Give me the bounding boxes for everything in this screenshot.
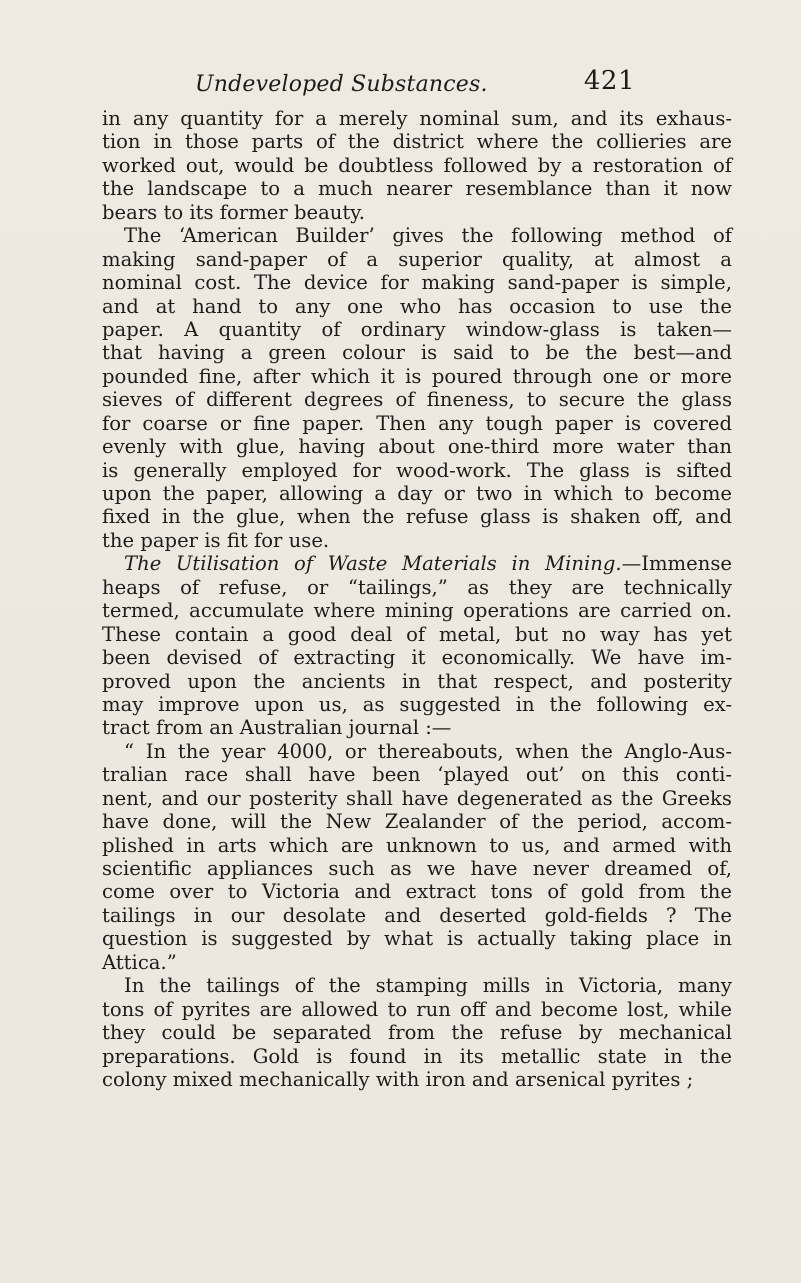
text-line: [102, 552, 732, 575]
italic-heading: The Utilisation of Waste Materials in Mining.: [124, 552, 622, 576]
line-text: the landscape to a much nearer resemblance than it now: [102, 177, 732, 201]
text-line: [102, 998, 732, 1021]
text-line: [102, 787, 732, 810]
line-text: nent, and our posterity shall have degenerated as the Greeks: [102, 786, 732, 810]
text-line: [102, 529, 732, 552]
line-text: nominal cost. The device for making sand-paper is simple,: [102, 271, 732, 295]
text-line: [102, 130, 732, 153]
line-text: sieves of different degrees of fineness, to secure the glass: [102, 388, 732, 412]
text-line: [102, 763, 732, 786]
line-text: termed, accumulate where mining operations are carried on.: [102, 599, 732, 623]
text-line: [102, 834, 732, 857]
line-text: These contain a good deal of metal, but no way has yet: [102, 622, 732, 646]
text-line: [102, 154, 732, 177]
text-line: [102, 435, 732, 458]
text-line: [102, 716, 732, 739]
text-line: [102, 880, 732, 903]
text-line: [102, 365, 732, 388]
line-text: is generally employed for wood-work. The glass is sifted: [102, 458, 732, 482]
text-line: [102, 857, 732, 880]
text-line: [102, 1021, 732, 1044]
text-line: [102, 318, 732, 341]
text-line: [102, 295, 732, 318]
text-line: [102, 177, 732, 200]
text-line: [102, 341, 732, 364]
text-line: [102, 810, 732, 833]
line-text: tailings in our desolate and deserted gold-fields ? The: [102, 903, 732, 927]
line-text: tract from an Australian journal :—: [102, 716, 452, 740]
text-line: [102, 693, 732, 716]
line-text: they could be separated from the refuse by mechanical: [102, 1021, 732, 1045]
line-text: been devised of extracting it economically. We have im-: [102, 646, 732, 670]
running-title: Undeveloped Substances.: [195, 72, 488, 97]
text-line: [102, 271, 732, 294]
line-text: Attica.”: [102, 950, 177, 974]
line-text: the paper is fit for use.: [102, 528, 330, 552]
line-text: making sand-paper of a superior quality, at almost a: [102, 247, 732, 271]
line-text: colony mixed mechanically with iron and arsenical pyrites ;: [102, 1067, 694, 1091]
text-line: [102, 224, 732, 247]
text-line: [102, 646, 732, 669]
line-text: that having a green colour is said to be the best—and: [102, 341, 732, 365]
line-text: tralian race shall have been ‘played out’ on this conti-: [102, 763, 732, 787]
text-line: [102, 927, 732, 950]
line-text: tons of pyrites are allowed to run off and become lost, while: [102, 997, 732, 1021]
text-line: [102, 388, 732, 411]
text-line: [102, 623, 732, 646]
text-line: [102, 412, 732, 435]
line-text: bears to its former beauty.: [102, 200, 365, 224]
line-text: may improve upon us, as suggested in the following ex-: [102, 692, 732, 716]
line-text: proved upon the ancients in that respect, and posterity: [102, 669, 732, 693]
text-line: [102, 1068, 732, 1091]
text-line: [102, 904, 732, 927]
text-line: [102, 459, 732, 482]
running-head: [195, 66, 635, 106]
line-text: preparations. Gold is found in its metallic state in the: [102, 1044, 732, 1068]
text-line: [102, 1045, 732, 1068]
page-number: 421: [583, 66, 635, 96]
line-text: scientific appliances such as we have never dreamed of,: [102, 857, 732, 880]
line-text: for coarse or fine paper. Then any tough paper is covered: [102, 411, 732, 435]
text-line: [102, 951, 732, 974]
line-text: come over to Victoria and extract tons of gold from the: [102, 880, 732, 904]
text-line: [102, 599, 732, 622]
text-line: [102, 670, 732, 693]
line-text: heaps of refuse, or “tailings,” as they are technically: [102, 575, 732, 599]
line-text: evenly with glue, having about one-third more water than: [102, 435, 732, 459]
line-text: “ In the year 4000, or thereabouts, when the Anglo-Aus-: [124, 739, 732, 763]
line-text: plished in arts which are unknown to us, and armed with: [102, 833, 732, 857]
line-text: upon the paper, allowing a day or two in which to become: [102, 482, 732, 505]
text-line: [102, 740, 732, 763]
line-text: The ‘American Builder’ gives the following method of: [124, 224, 732, 248]
text-line: [102, 201, 732, 224]
line-text: —Immense: [621, 552, 732, 576]
line-text: paper. A quantity of ordinary window-glass is taken—: [102, 317, 732, 341]
line-text: tion in those parts of the district where the collieries are: [102, 130, 732, 154]
text-line: [102, 505, 732, 528]
line-text: In the tailings of the stamping mills in Victoria, many: [124, 974, 732, 998]
line-text: in any quantity for a merely nominal sum, and its exhaus-: [102, 107, 732, 130]
body-text: [102, 107, 732, 1091]
text-line: [102, 107, 732, 130]
line-text: question is suggested by what is actually taking place in: [102, 927, 732, 951]
text-line: [102, 974, 732, 997]
line-text: fixed in the glue, when the refuse glass is shaken off, and: [102, 505, 732, 529]
line-text: and at hand to any one who has occasion to use the: [102, 294, 732, 318]
text-line: [102, 576, 732, 599]
line-text: worked out, would be doubtless followed by a restoration of: [102, 153, 732, 177]
line-text: have done, will the New Zealander of the period, accom-: [102, 810, 732, 834]
text-line: [102, 248, 732, 271]
line-text: pounded fine, after which it is poured through one or more: [102, 364, 732, 388]
text-line: [102, 482, 732, 505]
